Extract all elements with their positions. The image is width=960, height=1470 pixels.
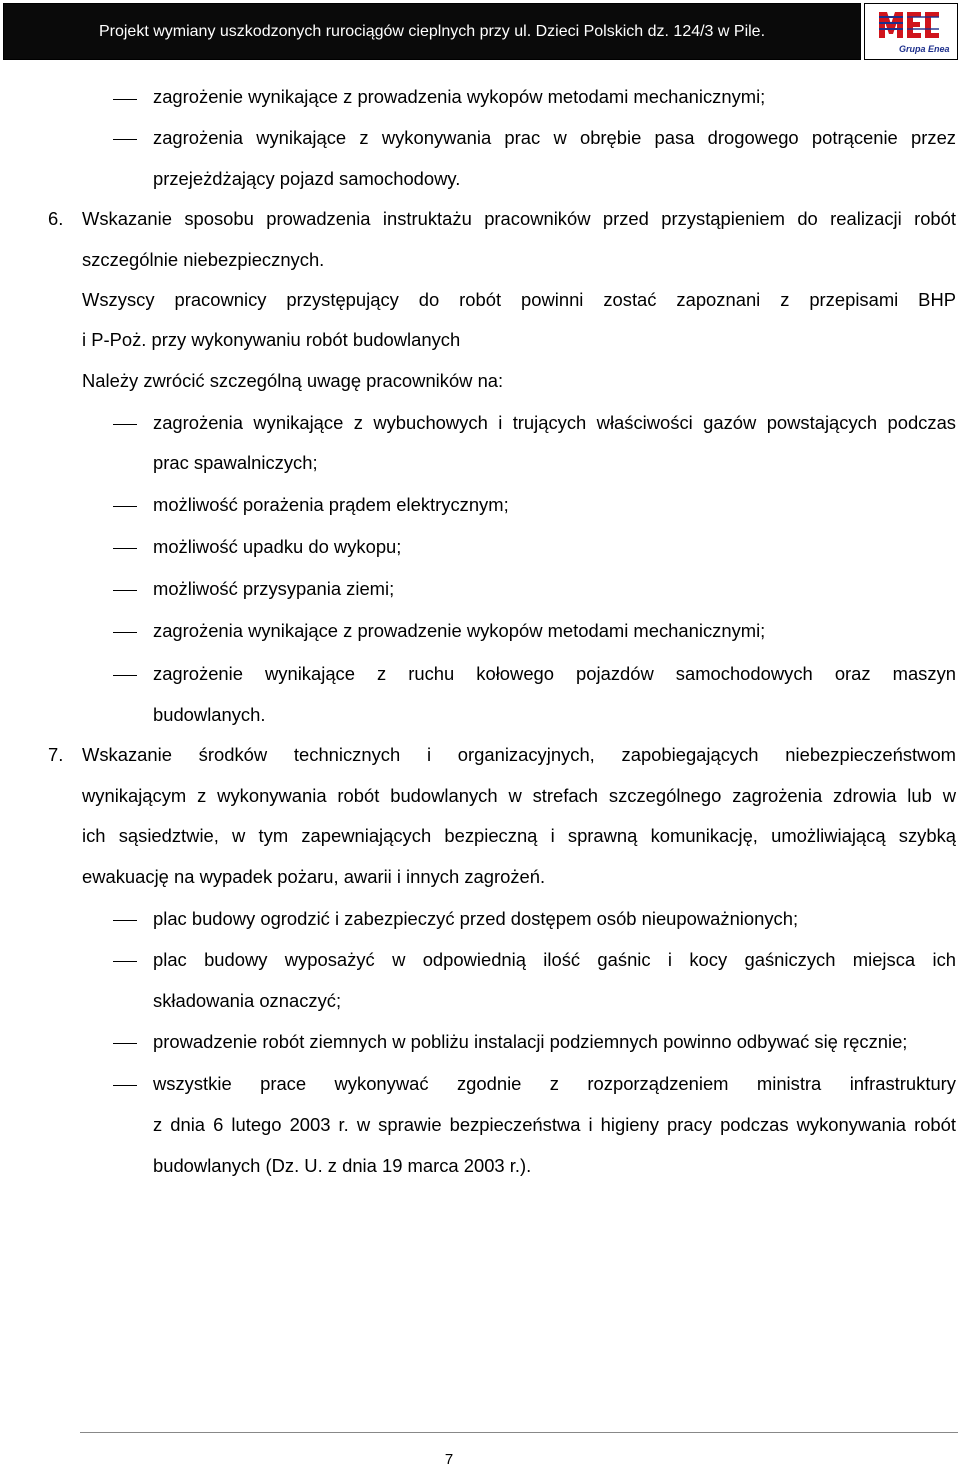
company-logo — [864, 3, 958, 60]
page-header — [0, 0, 960, 62]
list-item: plac budowy wyposażyć w odpowiednią ilość gaśnic i kocy gaśniczych miejsca ich — [153, 949, 956, 970]
list-item-continuation: budowlanych (Dz. U. z dnia 19 marca 2003 r.). — [153, 1155, 532, 1176]
dash-bullet — [113, 920, 137, 921]
page-number: 7 — [444, 1451, 454, 1468]
list-item: zagrożenia wynikające z wykonywania prac w obrębie pasa drogowego potrącenie przez — [153, 127, 956, 148]
list-item: zagrożenie wynikające z ruchu kołowego pojazdów samochodowych oraz maszyn — [153, 663, 956, 684]
paragraph-continuation: i P-Poż. przy wykonywaniu robót budowlanych — [82, 329, 461, 350]
section-heading-continuation: szczególnie niebezpiecznych. — [82, 249, 325, 270]
list-item-continuation: z dnia 6 lutego 2003 r. w sprawie bezpieczeństwa i higieny pracy podczas wykonywania robót — [153, 1114, 956, 1135]
dash-bullet — [113, 548, 137, 549]
list-item: zagrożenia wynikające z prowadzenie wykopów metodami mechanicznymi; — [153, 620, 766, 641]
section-heading: Wskazanie środków technicznych i organizacyjnych, zapobiegających niebezpieczeństwom — [82, 744, 956, 765]
paragraph: Wszyscy pracownicy przystępujący do robót powinni zostać zapoznani z przepisami BHP — [82, 289, 956, 310]
dash-bullet — [113, 590, 137, 591]
dash-bullet — [113, 506, 137, 507]
section-number: 7. — [48, 744, 64, 765]
dash-bullet — [113, 961, 137, 962]
logo-caption: Grupa Enea — [899, 44, 950, 54]
list-item: możliwość upadku do wykopu; — [153, 536, 402, 557]
dash-bullet — [113, 99, 137, 100]
list-item: zagrożenie wynikające z prowadzenia wykopów metodami mechanicznymi; — [153, 86, 766, 107]
dash-bullet — [113, 424, 137, 425]
list-item-continuation: składowania oznaczyć; — [153, 990, 342, 1011]
section-heading-continuation: ewakuację na wypadek pożaru, awarii i innych zagrożeń. — [82, 866, 546, 887]
dash-bullet — [113, 1043, 137, 1044]
dash-bullet — [113, 675, 137, 676]
list-item-continuation: przejeżdżający pojazd samochodowy. — [153, 168, 461, 189]
section-heading: Wskazanie sposobu prowadzenia instruktażu pracowników przed przystąpieniem do realizacji robót — [82, 208, 956, 229]
list-item-continuation: budowlanych. — [153, 704, 266, 725]
header-title-bar — [3, 3, 861, 60]
list-item: możliwość porażenia prądem elektrycznym; — [153, 494, 509, 515]
dash-bullet — [113, 1085, 137, 1086]
list-item: możliwość przysypania ziemi; — [153, 578, 395, 599]
list-item: prowadzenie robót ziemnych w pobliżu instalacji podziemnych powinno odbywać się ręcznie; — [153, 1031, 908, 1052]
dash-bullet — [113, 632, 137, 633]
list-item: zagrożenia wynikające z wybuchowych i trujących właściwości gazów powstających podczas — [153, 412, 956, 433]
list-item: wszystkie prace wykonywać zgodnie z rozporządzeniem ministra infrastruktury — [153, 1073, 956, 1094]
dash-bullet — [113, 139, 137, 140]
paragraph: Należy zwrócić szczególną uwagę pracowników na: — [82, 370, 504, 391]
list-item: plac budowy ogrodzić i zabezpieczyć przed dostępem osób nieupoważnionych; — [153, 908, 799, 929]
section-heading-continuation: ich sąsiedztwie, w tym zapewniających bezpieczną i sprawną komunikację, umożliwiającą szybką — [82, 825, 956, 846]
section-heading-continuation: wynikającym z wykonywania robót budowlanych w strefach szczególnego zagrożenia zdrowia lub w — [82, 785, 956, 806]
list-item-continuation: prac spawalniczych; — [153, 452, 318, 473]
footer-divider — [80, 1432, 958, 1433]
document-title: Projekt wymiany uszkodzonych rurociągów cieplnych przy ul. Dzieci Polskich dz. 124/3 w Pile. — [98, 23, 766, 40]
section-number: 6. — [48, 208, 64, 229]
